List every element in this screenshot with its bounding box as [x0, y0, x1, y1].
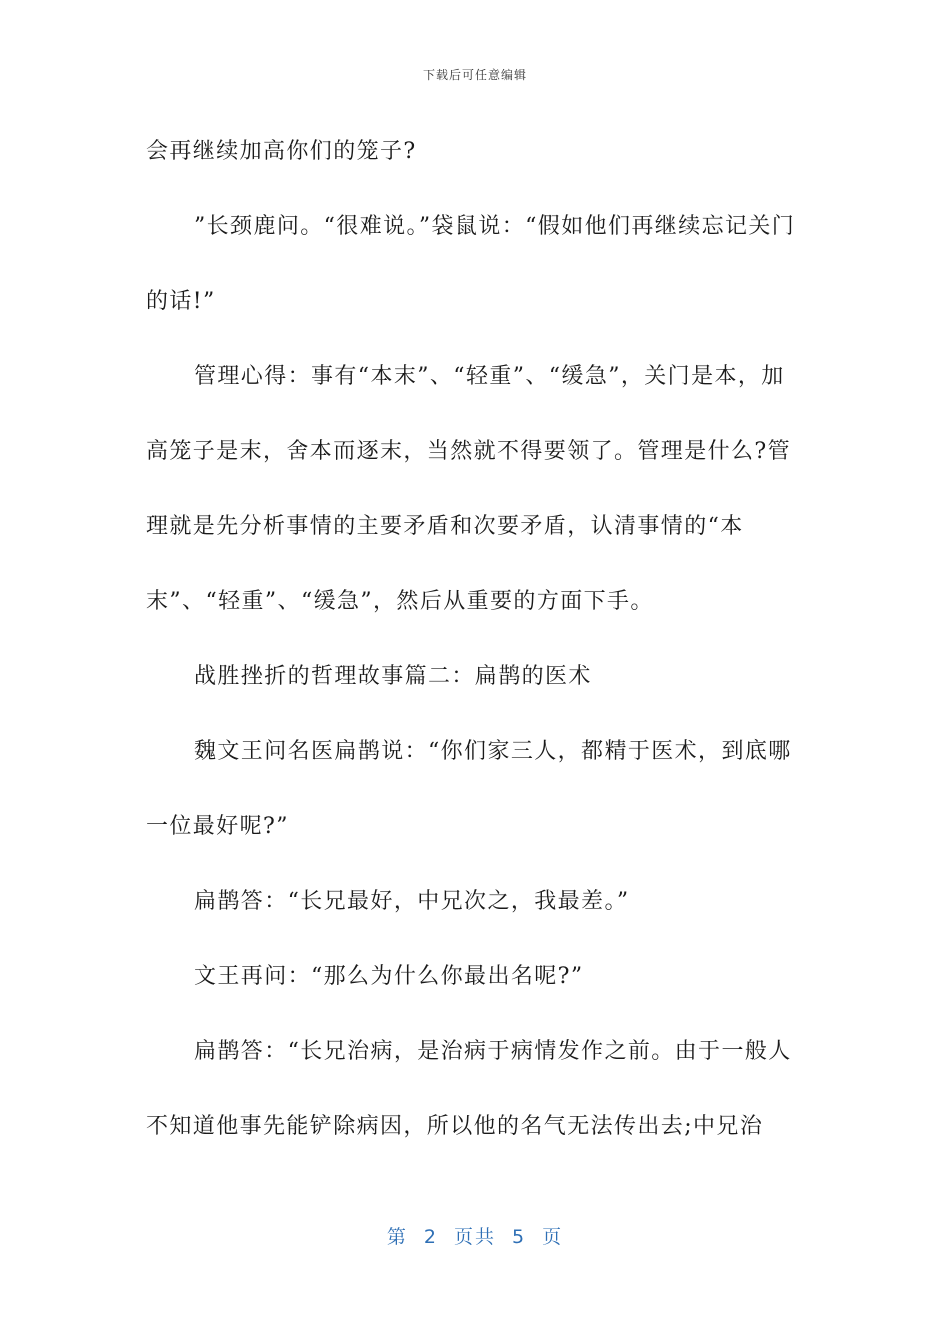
paragraph: 扁鹊答：“长兄治病，是治病于病情发作之前。由于一般人不知道他事先能铲除病因，所以他的名气无法传出去;中兄治: [146, 1039, 792, 1139]
paragraph: 管理心得：事有“本末”、“轻重”、“缓急”，关门是本，加高笼子是末，舍本而逐末，当然就不得要领了。管理是什么?管理就是先分析事情的主要矛盾和次要矛盾，认清事情的“本末”、“轻重”、“缓急”，然后从重要的方面下手。: [146, 364, 791, 614]
page-footer-prefix: 第: [386, 1226, 408, 1248]
section-heading: 战胜挫折的哲理故事篇二：扁鹊的医术: [194, 664, 592, 689]
paragraph: 会再继续加高你们的笼子?: [146, 139, 417, 164]
page-header: 下载后可任意编辑: [422, 68, 527, 82]
page-footer: [0, 1222, 950, 1249]
total-pages-number: 5: [512, 1226, 527, 1248]
document-body: [146, 114, 806, 1164]
current-page-number: 2: [423, 1226, 438, 1248]
paragraph: 文王再问：“那么为什么你最出名呢?”: [194, 964, 584, 989]
page-footer-suffix: 页: [542, 1226, 564, 1248]
paragraph: 扁鹊答：“长兄最好，中兄次之，我最差。”: [194, 889, 630, 914]
paragraph: 魏文王问名医扁鹊说：“你们家三人，都精于医术，到底哪一位最好呢?”: [146, 739, 792, 839]
page-footer-middle: 页共: [453, 1226, 496, 1248]
paragraph: ”长颈鹿问。“很难说。”袋鼠说：“假如他们再继续忘记关门的话!”: [146, 214, 796, 314]
